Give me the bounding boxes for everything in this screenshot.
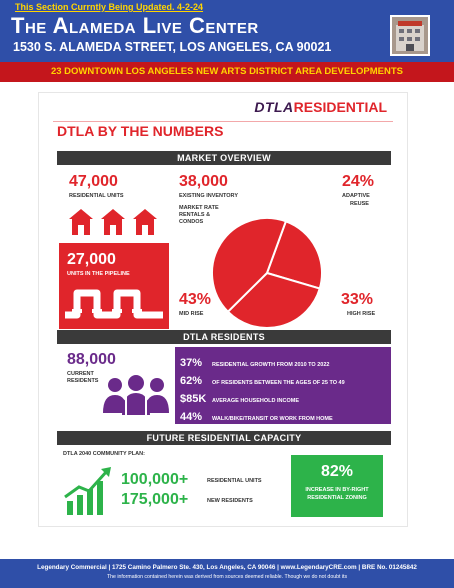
market-rate-line1: MARKET RATE <box>179 205 219 211</box>
numbers-title: DTLA BY THE NUMBERS <box>57 123 224 139</box>
zoning-label2: RESIDENTIAL ZONING <box>307 495 367 501</box>
footer-disclaimer: The information contained herein was derived from sources deemed reliable. Though we do not doubt its <box>106 574 348 580</box>
current-residents-value: 88,000 <box>67 351 116 368</box>
header-banner <box>0 0 454 62</box>
pipes-icon <box>63 283 165 321</box>
infographic-page <box>38 92 408 527</box>
mid-rise-value: 43% <box>179 291 212 308</box>
residential-units-label: RESIDENTIAL UNITS <box>69 193 124 199</box>
future-units-value: 100,000+ <box>121 471 189 488</box>
pipeline-label: UNITS IN THE PIPELINE <box>67 271 130 277</box>
zoning-box <box>291 455 383 517</box>
existing-label: EXISTING INVENTORY <box>179 193 238 199</box>
stat-growth: 37% RESIDENTIAL GROWTH FROM 2010 TO 2022 <box>180 357 330 369</box>
stat-walk: 44% WALK/BIKE/TRANSIT OR WORK FROM HOME <box>180 411 333 423</box>
footer-contact: Legendary Commercial | 1725 Camino Palmero Ste. 430, Los Angeles, CA 90046 | www.LegendaryCRE.com | BRE No. 01245842 <box>37 564 417 571</box>
update-note: This Section Currntly Being Updated. 4-2-24 <box>15 2 204 12</box>
adaptive-value: 24% <box>342 173 375 190</box>
plan-label: DTLA 2040 COMMUNITY PLAN: <box>63 451 145 457</box>
market-overview-heading: MARKET OVERVIEW <box>57 151 391 165</box>
footer <box>0 559 454 588</box>
high-rise-label: HIGH RISE <box>347 311 376 317</box>
building-thumbnail <box>390 15 430 56</box>
existing-value: 38,000 <box>179 173 228 190</box>
brand-divider <box>53 121 393 122</box>
future-residents-value: 175,000+ <box>121 491 189 508</box>
adaptive-label2: REUSE <box>350 201 369 207</box>
zoning-value: 82% <box>320 463 354 480</box>
zoning-label1: INCREASE IN BY-RIGHT <box>305 487 369 493</box>
dtla-residents-heading: DTLA RESIDENTS <box>57 330 391 344</box>
houses-icon <box>67 207 162 237</box>
current-residents-label2: RESIDENTS <box>67 378 99 384</box>
high-rise-value: 33% <box>341 291 374 308</box>
developments-banner-text: 23 DOWNTOWN LOS ANGELES NEW ARTS DISTRICT AREA DEVELOPMENTS <box>50 66 404 77</box>
future-units-label: RESIDENTIAL UNITS <box>207 478 262 484</box>
brand-logo <box>254 99 387 115</box>
brand-part2: RESIDENTIAL <box>293 99 387 115</box>
address: 1530 S. ALAMEDA STREET, LOS ANGELES, CA 90021 <box>13 40 332 54</box>
market-rate-line3: CONDOS <box>179 219 204 225</box>
inventory-pie-chart <box>207 213 327 333</box>
stat-income: $85K AVERAGE HOUSEHOLD INCOME <box>180 393 299 405</box>
current-residents-label1: CURRENT <box>67 371 94 377</box>
people-icon <box>101 373 171 415</box>
adaptive-label: ADAPTIVE <box>342 193 370 199</box>
future-residents-label: NEW RESIDENTS <box>207 498 253 504</box>
future-capacity-heading: FUTURE RESIDENTIAL CAPACITY <box>57 431 391 445</box>
stat-ages: 62% OF RESIDENTS BETWEEN THE AGES OF 25 TO 49 <box>180 375 345 387</box>
residential-units-value: 47,000 <box>69 173 118 190</box>
mid-rise-label: MID RISE <box>179 311 204 317</box>
page-title: The Alameda Live Center <box>11 13 259 38</box>
market-rate-line2: RENTALS & <box>179 212 211 218</box>
pipeline-value: 27,000 <box>67 251 116 268</box>
brand-part1: DTLA <box>254 99 294 115</box>
resident-stats-panel <box>175 347 391 424</box>
growth-chart-icon <box>63 467 115 517</box>
developments-banner <box>0 62 454 82</box>
